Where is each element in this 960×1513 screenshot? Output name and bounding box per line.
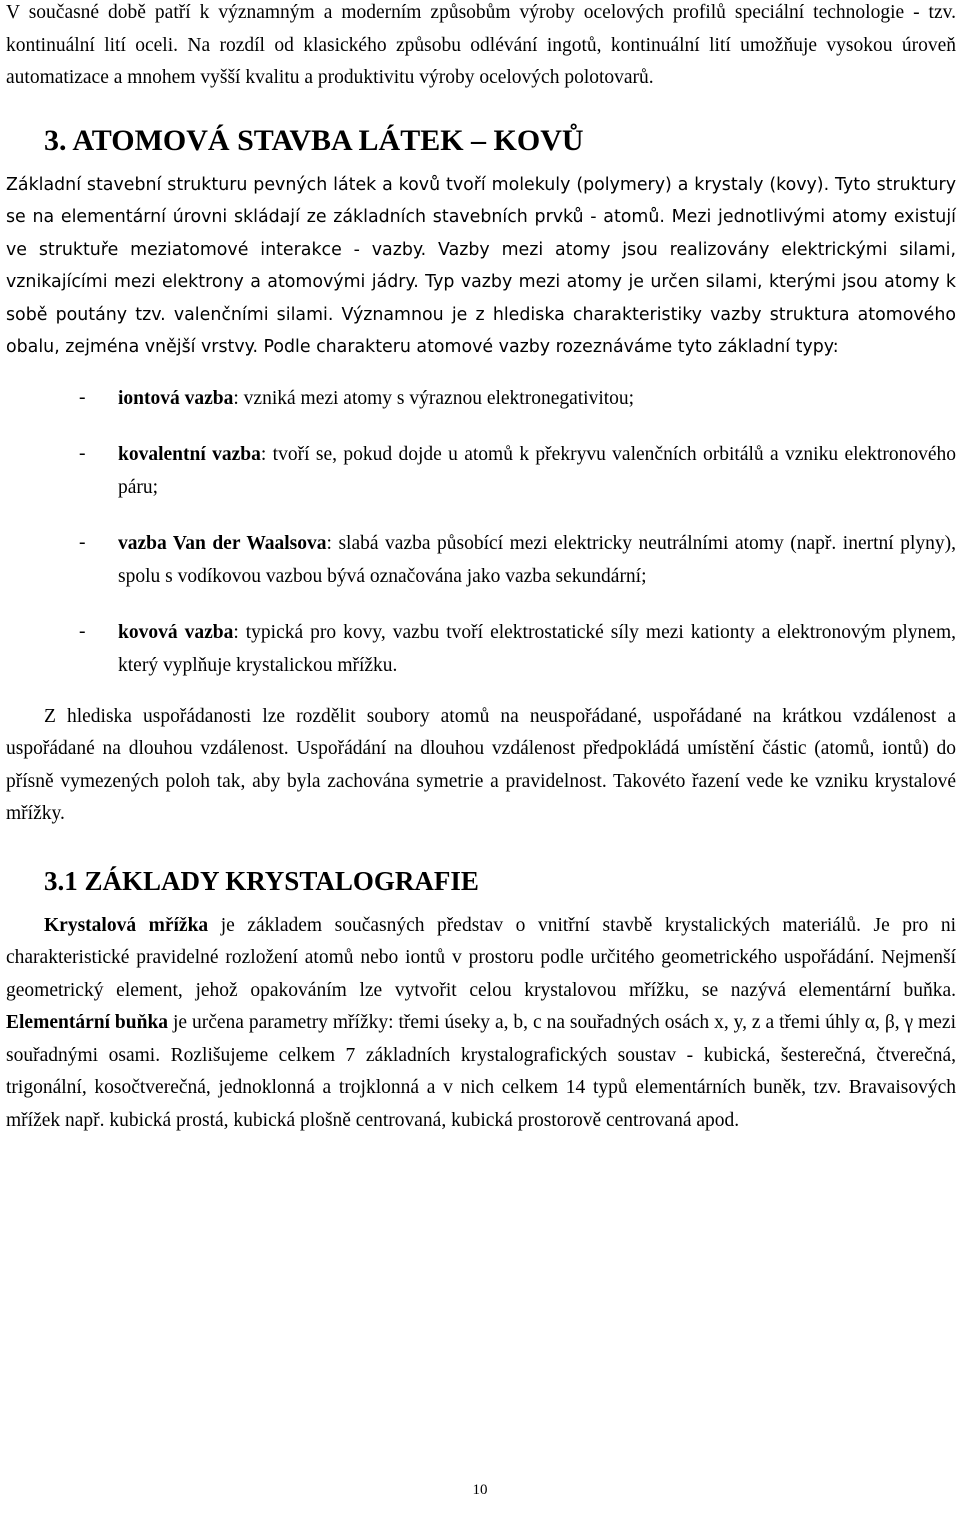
- list-item-metallic-bond: [6, 616, 956, 682]
- bond-description: : slabá vazba působící mezi elektricky neutrálními atomy (např. inertní plyny), spolu s vodíkovou vazbou bývá označována jako vazba sekundární;: [118, 532, 956, 587]
- bond-description: : typická pro kovy, vazbu tvoří elektrostatické síly mezi kationty a elektronovým plynem, který vyplňuje krystalickou mřížku.: [118, 621, 956, 676]
- list-dash: -: [79, 386, 86, 408]
- bond-term: iontová vazba: [118, 387, 234, 409]
- crystal-lattice-text: je základem současných představ o vnitřní stavbě krystalických materiálů. Je pro ni charakteristické pravidelné rozložení atomů nebo iontů v prostoru podle určitého geometrického uspořádání. Nejmenší geometrický element, jehož opakováním lze vytvořit celou krystalovou mřížku, se nazývá elementární buňka.: [6, 914, 956, 1001]
- intro-paragraph: V současné době patří k významným a moderním způsobům výroby ocelových profilů speciální technologie - tzv. kontinuální lití oceli. Na rozdíl od klasického způsobu odlévání ingotů, kontinuální lití umožňuje vysokou úroveň automatizace a mnohem vyšší kvalitu a produktivitu výroby ocelových polotovarů.: [6, 2, 956, 88]
- document-page: [6, 0, 956, 1137]
- section-3-1-heading: 3.1 ZÁKLADY KRYSTALOGRAFIE: [44, 865, 479, 896]
- unit-cell-text: je určena parametry mřížky: třemi úseky a, b, c na souřadných osách x, y, z a třemi úhly α, β, γ mezi souřadnými osami. Rozlišujeme celkem 7 základních krystalografických soustav - kubická, šesterečná, čtverečná, trigonální, kosočtverečná, jednoklonná a trojklonná a v nich celkem 14 typů elementárních buněk, tzv. Bravaisových mřížek např. kubická prostá, kubická plošně centrovaná, kubická prostorově centrovaná apod.: [6, 1012, 956, 1131]
- bond-term: kovalentní vazba: [118, 443, 261, 465]
- bond-types-list: [6, 382, 956, 682]
- bond-description: : tvoří se, pokud dojde u atomů k překryvu valenčních orbitálů a vzniku elektronového páru;: [118, 443, 956, 498]
- list-dash: -: [79, 442, 86, 464]
- order-paragraph: Z hlediska uspořádanosti lze rozdělit soubory atomů na neuspořádané, uspořádané na krátkou vzdálenost a uspořádané na dlouhou vzdálenost. Uspořádání na dlouhou vzdálenost předpokládá umístění částic (atomů, iontů) do přísně vymezených poloh tak, aby byla zachována symetrie a pravidelnost. Takovéto řazení vede ke vzniku krystalové mřížky.: [6, 705, 956, 824]
- bond-description: : vzniká mezi atomy s výraznou elektronegativitou;: [233, 387, 635, 409]
- section-3-paragraph: Základní stavební strukturu pevných látek a kovů tvoří molekuly (polymery) a krystaly (kovy). Tyto struktury se na elementární úrovni skládají ze základních stavebních prvků - atomů. Mezi jednotlivými atomy existují ve struktuře meziatomové interakce - vazby. Vazby mezi atomy jsou realizovány elektrickými silami, vznikajícími mezi elektrony a atomovými jádry. Typ vazby mezi atomy je určen silami, kterými jsou atomy k sobě poutány tzv. valenčními silami. Významnou je z hlediska charakteristiky vazby struktura atomového obalu, zejména vnější vrstvy. Podle charakteru atomové vazby rozeznáváme tyto základní typy:: [6, 174, 956, 357]
- term-crystal-lattice: Krystalová mřížka: [44, 914, 209, 936]
- list-item-van-der-waals-bond: [6, 527, 956, 593]
- list-item-ionic-bond: [6, 382, 956, 415]
- page-number: 10: [472, 1482, 488, 1498]
- list-dash: -: [79, 531, 86, 553]
- bond-term: vazba Van der Waalsova: [118, 532, 327, 554]
- crystallography-paragraph: [6, 910, 956, 1138]
- list-dash: -: [79, 620, 86, 642]
- section-3-heading: 3. ATOMOVÁ STAVBA LÁTEK – KOVŮ: [44, 123, 584, 157]
- term-unit-cell: Elementární buňka: [6, 1012, 169, 1033]
- bond-term: kovová vazba: [118, 621, 234, 643]
- list-item-covalent-bond: [6, 438, 956, 504]
